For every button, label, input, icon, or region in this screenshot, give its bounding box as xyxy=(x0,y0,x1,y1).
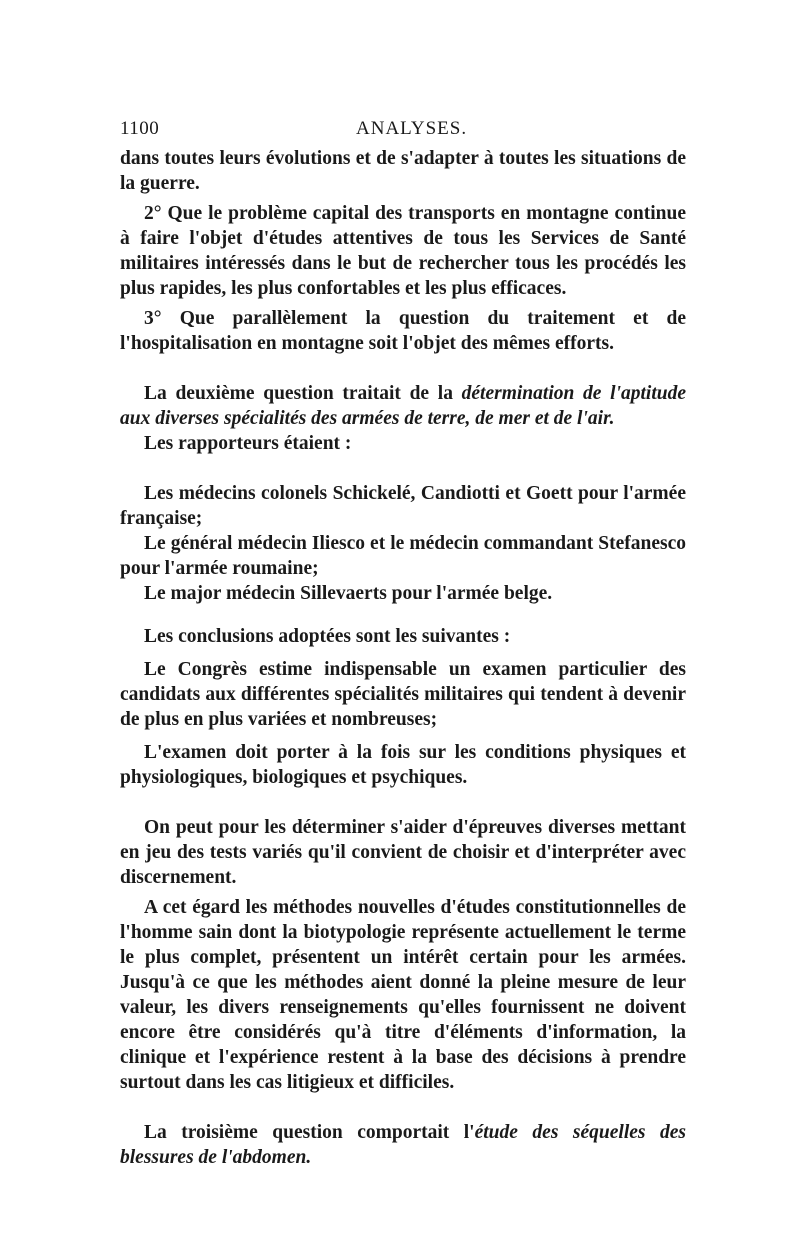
rapporteur-french: Les médecins colonels Schickelé, Candiotti et Goett pour l'armée française; xyxy=(120,483,686,529)
third-question-topic: étude des séquelles des blessures de l'abdomen. xyxy=(120,1122,686,1168)
page-number: 1100 xyxy=(120,118,160,139)
conclusion-1: Le Congrès estime indispensable un examen particulier des candidats aux différentes spécialités militaires qui tendent à devenir de plus en plus variées et nombreuses; xyxy=(120,659,686,730)
conclusion-2: L'examen doit porter à la fois sur les conditions physiques et physiologiques, biologiques et psychiques. xyxy=(120,742,686,788)
paragraph-conclusions: Les conclusions adoptées sont les suivantes : xyxy=(144,626,511,647)
paragraph-second-question xyxy=(120,381,686,431)
running-title: ANALYSES. xyxy=(356,118,468,139)
page-header xyxy=(120,118,686,146)
conclusion-3: On peut pour les déterminer s'aider d'épreuves diverses mettant en jeu des tests variés qu'il convient de choisir et d'interpréter avec discernement. xyxy=(120,817,686,888)
rapporteur-belgian: Le major médecin Sillevaerts pour l'armée belge. xyxy=(144,583,553,604)
rapporteur-romanian: Le général médecin Iliesco et le médecin commandant Stefanesco pour l'armée roumaine; xyxy=(120,533,686,579)
second-question-intro: La deuxième question traitait de la xyxy=(144,383,462,404)
paragraph-continuation: dans toutes leurs évolutions et de s'adapter à toutes les situations de la guerre. xyxy=(120,148,686,194)
paragraph-point-2: 2° Que le problème capital des transports en montagne continue à faire l'objet d'études attentives de tous les Services de Santé militaires intéressés dans le but de rechercher tous les procédés les plus rapides, les plus confortables et les plus efficaces. xyxy=(120,203,686,299)
document-page xyxy=(120,118,686,1170)
second-question-topic: détermination de l'aptitude aux diverses spécialités des armées de terre, de mer et de l'air. xyxy=(120,383,686,429)
paragraph-rapporteurs: Les rapporteurs étaient : xyxy=(144,433,352,454)
paragraph-third-question xyxy=(120,1120,686,1170)
paragraph-point-3: 3° Que parallèlement la question du traitement et de l'hospitalisation en montagne soit l'objet des mêmes efforts. xyxy=(120,308,686,354)
conclusion-4: A cet égard les méthodes nouvelles d'études constitutionnelles de l'homme sain dont la biotypologie représente actuellement le terme le plus complet, présentent un intérêt certain pour les armées. Jusqu'à ce que les méthodes aient donné la pleine mesure de leur valeur, les divers renseignements qu'elles fournissent ne doivent encore être considérés qu'à titre d'éléments d'information, la clinique et l'expérience restent à la base des décisions à prendre surtout dans les cas litigieux et difficiles. xyxy=(120,897,686,1093)
third-question-intro: La troisième question comportait l' xyxy=(144,1122,475,1143)
